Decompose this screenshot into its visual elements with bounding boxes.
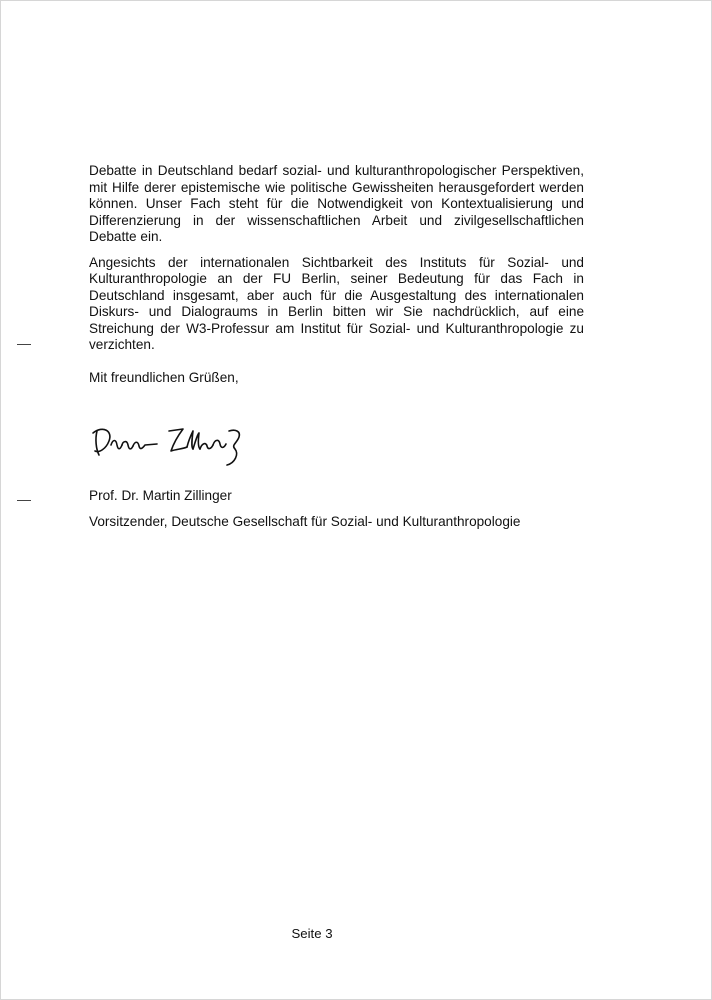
closing-salutation: Mit freundlichen Grüßen, — [89, 370, 239, 385]
handwritten-signature — [89, 417, 244, 469]
body-paragraph-2: Angesichts der internationalen Sichtbarkeit des Instituts für Sozial- und Kulturanthropologie an der FU Berlin, seiner Bedeutung für das Fach in Deutschland insgesamt, aber auch für die Ausgestaltung des internationalen Diskurs- und Dialograums in Berlin bitten wir Sie nachdrücklich, auf eine Streichung der W3-Professur am Institut für Sozial- und Kulturanthropologie zu verzichten. — [89, 254, 584, 352]
page-number: Seite 3 — [291, 926, 333, 941]
signer-name: Prof. Dr. Martin Zillinger — [89, 488, 232, 503]
body-paragraph-1: Debatte in Deutschland bedarf sozial- und kulturanthropologischer Perspektiven, mit Hilfe derer epistemische wie politische Gewissheiten herausgefordert werden können. Unser Fach steht für die Notwendigkeit von Kontextualisierung und Differenzierung in der wissenschaftlichen Arbeit und zivilgesellschaftlichen Debatte ein. — [89, 163, 584, 244]
letter-body — [89, 163, 584, 354]
signer-role: Vorsitzender, Deutsche Gesellschaft für Sozial- und Kulturanthropologie — [89, 514, 521, 529]
fold-mark-upper — [17, 344, 31, 345]
fold-mark-lower — [17, 500, 31, 501]
